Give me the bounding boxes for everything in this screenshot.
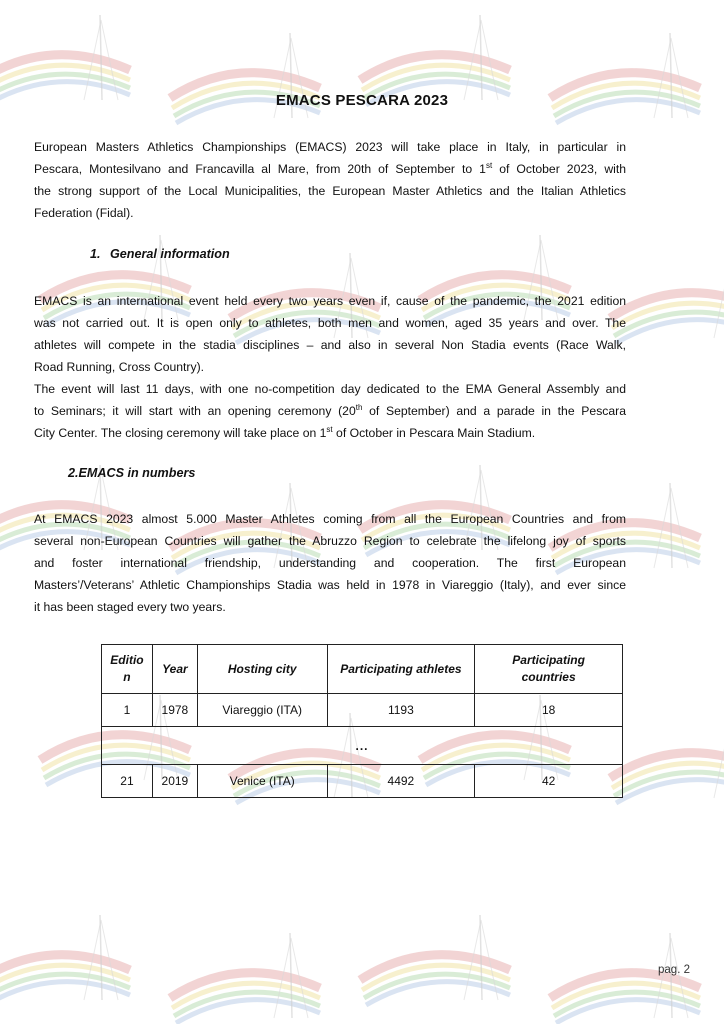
body-line: several non-European Countries will gather the Abruzzo Region to celebrate the lifelong joy of sports [34, 534, 626, 548]
cell-athletes: 4492 [327, 765, 475, 798]
page-number: pag. 2 [658, 964, 690, 976]
body-line: City Center. The closing ceremony will take place on 1st of October in Pescara Main Stadium. [34, 424, 536, 440]
body-line: was not carried out. It is open only to athletes, both men and women, aged 35 years and over. The [34, 316, 626, 330]
body-line: athletes will compete in the stadia disciplines – and also in several Non Stadia events (Race Walk, [34, 338, 626, 352]
header-participating-athletes: Participating athletes [327, 645, 475, 694]
body-line: Road Running, Cross Country). [34, 360, 205, 374]
body-line: EMACS is an international event held every two years even if, cause of the pandemic, the 2021 edition [34, 294, 626, 308]
table-header-row [102, 645, 623, 694]
editions-table [101, 644, 623, 798]
body-line: and foster international friendship, understanding and cooperation. The first European [34, 556, 626, 570]
table-ellipsis-row [102, 727, 623, 765]
section-heading-emacs-in-numbers: 2.EMACS in numbers [68, 466, 196, 480]
general-information-paragraph [34, 290, 626, 444]
intro-line: Federation (Fidal). [34, 206, 134, 220]
cell-edition: 21 [102, 765, 153, 798]
body-line: Masters’/Veterans’ Athletic Championships Stadia was held in 1978 in Viareggio (Italy), and ever since [34, 578, 626, 592]
cell-countries: 42 [475, 765, 623, 798]
intro-paragraph [34, 136, 626, 224]
section-heading-general-information: 1. General information [90, 247, 230, 261]
emacs-in-numbers-paragraph [34, 508, 626, 618]
cell-ellipsis: ... [102, 727, 623, 765]
body-line: to Seminars; it will start with an opening ceremony (20th of September) and a parade in the Pescara [34, 402, 626, 418]
header-edition: Editio n [102, 645, 153, 694]
cell-edition: 1 [102, 694, 153, 727]
cell-city: Viareggio (ITA) [197, 694, 327, 727]
intro-line: Pescara, Montesilvano and Francavilla al Mare, from 20th of September to 1st of October 2023, with [34, 160, 626, 176]
body-line: At EMACS 2023 almost 5.000 Master Athletes coming from all the European Countries and from [34, 512, 626, 526]
intro-line: the strong support of the Local Municipalities, the European Master Athletics and the Italian Athletics [34, 184, 626, 198]
body-line: it has been staged every two years. [34, 600, 226, 614]
header-hosting-city: Hosting city [197, 645, 327, 694]
body-line: The event will last 11 days, with one no-competition day dedicated to the EMA General Assembly and [34, 382, 626, 396]
header-year: Year [152, 645, 197, 694]
header-participating-countries: Participating countries [475, 645, 623, 694]
cell-city: Venice (ITA) [197, 765, 327, 798]
cell-year: 2019 [152, 765, 197, 798]
table-row [102, 694, 623, 727]
table-row [102, 765, 623, 798]
page-title: EMACS PESCARA 2023 [275, 92, 449, 109]
cell-athletes: 1193 [327, 694, 475, 727]
intro-line: European Masters Athletics Championships (EMACS) 2023 will take place in Italy, in particular in [34, 140, 626, 154]
cell-year: 1978 [152, 694, 197, 727]
cell-countries: 18 [475, 694, 623, 727]
